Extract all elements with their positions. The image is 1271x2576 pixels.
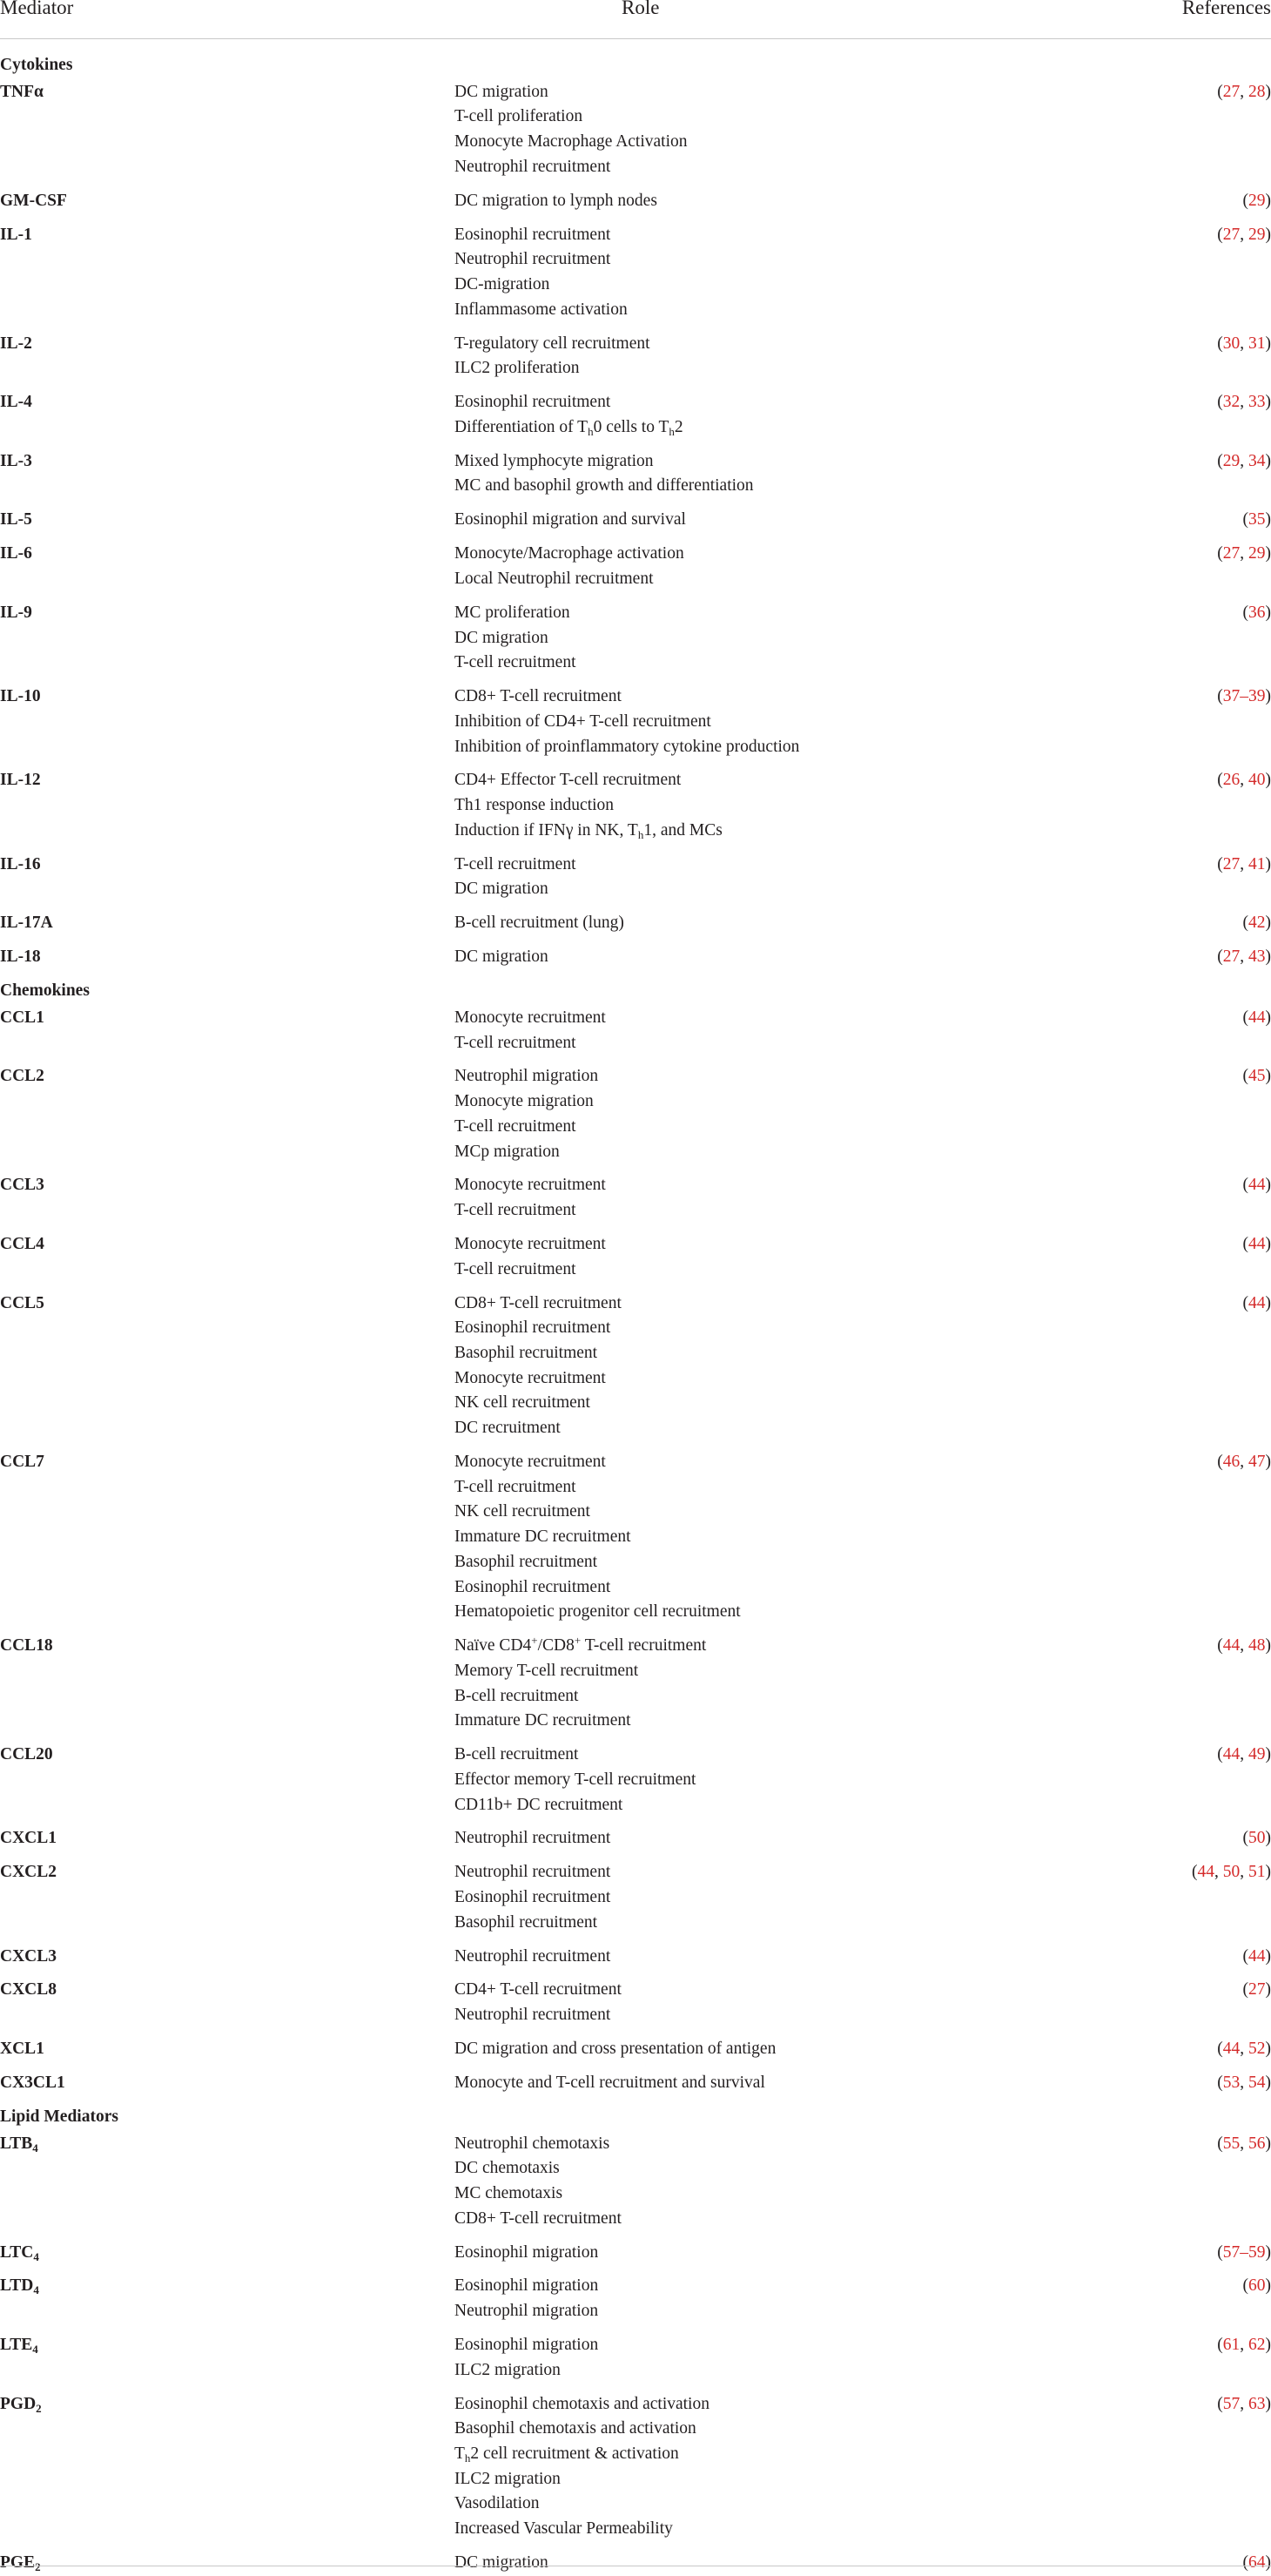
reference-link[interactable]: 53: [1222, 2073, 1241, 2092]
references-cell: (45): [1242, 1067, 1271, 1086]
role-cell: [454, 189, 1045, 214]
role-line: Monocyte recruitment: [454, 1368, 606, 1387]
reference-link[interactable]: 47: [1248, 1452, 1266, 1471]
role-cell: [454, 1860, 1045, 1935]
reference-link[interactable]: 29: [1222, 451, 1241, 470]
role-cell: [454, 768, 1045, 843]
role-line: CD8+ T-cell recruitment: [454, 1293, 622, 1312]
section-title: Lipid Mediators: [0, 2107, 118, 2126]
reference-link[interactable]: 36: [1248, 603, 1266, 622]
mediator-cell: IL-9: [0, 603, 32, 622]
reference-link[interactable]: 50: [1248, 1829, 1266, 1848]
role-line: ILC2 proliferation: [454, 359, 580, 378]
role-cell: [454, 2551, 1045, 2576]
mediator-cell: IL-3: [0, 451, 32, 470]
mediator-cell: CCL20: [0, 1745, 53, 1764]
table-row: [0, 223, 1271, 323]
mediator-cell: CCL1: [0, 1008, 44, 1027]
reference-link[interactable]: 27: [1222, 854, 1241, 873]
role-line: MC proliferation: [454, 603, 570, 622]
role-line: Eosinophil recruitment: [454, 393, 611, 412]
role-line: Vasodilation: [454, 2494, 540, 2513]
table-row: [0, 1291, 1271, 1441]
role-line: T-cell recruitment: [454, 1259, 576, 1278]
role-line: Eosinophil migration: [454, 2242, 599, 2262]
role-cell: [454, 2274, 1045, 2323]
role-line: Neutrophil recruitment: [454, 1863, 611, 1882]
table-row: [0, 684, 1271, 759]
role-line: B-cell recruitment: [454, 1745, 579, 1764]
role-line: DC migration: [454, 947, 548, 967]
reference-link[interactable]: 61: [1222, 2336, 1241, 2355]
reference-link[interactable]: 31: [1248, 334, 1266, 353]
role-line: Memory T-cell recruitment: [454, 1661, 639, 1680]
role-line: $T_h2$ cell recruitment & activation: [454, 2445, 679, 2465]
role-cell: [454, 1634, 1045, 1734]
role-line: T-cell recruitment: [454, 1116, 576, 1136]
mediator-cell: IL-5: [0, 510, 32, 529]
reference-link[interactable]: 44: [1222, 1745, 1241, 1764]
role-line: Neutrophil chemotaxis: [454, 2134, 610, 2153]
table-row: [0, 2333, 1271, 2383]
mediator-cell: CXCL1: [0, 1829, 57, 1848]
role-line: CD8+ T-cell recruitment: [454, 2208, 622, 2228]
role-line: T-cell recruitment: [454, 653, 576, 672]
reference-link[interactable]: 52: [1248, 2040, 1266, 2059]
table-row: [0, 1173, 1271, 1223]
references-cell: (44): [1242, 1234, 1271, 1253]
references-cell: (42): [1242, 914, 1271, 933]
role-line: Monocyte migration: [454, 1092, 594, 1111]
table-row: [0, 2551, 1271, 2576]
reference-link[interactable]: 34: [1248, 451, 1266, 470]
references-cell: (44, 50, 51): [1192, 1863, 1271, 1882]
references-cell: (29, 34): [1217, 451, 1271, 470]
role-cell: [454, 601, 1045, 676]
references-cell: (32, 33): [1217, 393, 1271, 412]
mediator-cell: $PGD_2$: [0, 2394, 42, 2415]
role-line: Monocyte recruitment: [454, 1452, 606, 1471]
reference-link[interactable]: 56: [1248, 2134, 1266, 2153]
mediator-cell: IL-12: [0, 771, 41, 790]
role-line: DC-migration: [454, 274, 550, 293]
mediator-cell: CCL2: [0, 1067, 44, 1086]
role-line: Mixed lymphocyte migration: [454, 451, 654, 470]
mediator-cell: IL-4: [0, 393, 32, 412]
role-line: Basophil recruitment: [454, 1912, 598, 1932]
role-cell: [454, 1945, 1045, 1970]
role-line: T-cell recruitment: [454, 1201, 576, 1220]
table-row: [0, 1860, 1271, 1935]
reference-link[interactable]: 45: [1248, 1067, 1266, 1086]
table-row: [0, 1743, 1271, 1817]
role-line: Monocyte and T-cell recruitment and survival: [454, 2073, 765, 2092]
references-cell: (50): [1242, 1829, 1271, 1848]
reference-link[interactable]: 27: [1222, 947, 1241, 967]
reference-link[interactable]: 33: [1248, 393, 1266, 412]
references-cell: (44, 49): [1217, 1745, 1271, 1764]
role-line: Monocyte recruitment: [454, 1008, 606, 1027]
references-cell: (60): [1242, 2276, 1271, 2296]
role-line: T-cell proliferation: [454, 107, 583, 126]
references-cell: (57, 63): [1217, 2394, 1271, 2413]
role-line: Inhibition of CD4+ T-cell recruitment: [454, 711, 711, 731]
role-line: T-cell recruitment: [454, 1033, 576, 1052]
reference-link[interactable]: 62: [1248, 2336, 1266, 2355]
mediator-cell: IL-16: [0, 854, 41, 873]
role-cell: [454, 684, 1045, 759]
role-line: DC migration: [454, 880, 548, 899]
role-line: Eosinophil recruitment: [454, 1887, 611, 1906]
references-cell: (57–59): [1217, 2242, 1271, 2262]
table-row: [0, 2037, 1271, 2062]
references-cell: (26, 40): [1217, 771, 1271, 790]
role-line: ILC2 migration: [454, 2360, 561, 2379]
role-line: NK cell recruitment: [454, 1393, 590, 1413]
role-line: Monocyte recruitment: [454, 1176, 606, 1195]
mediator-cell: CCL18: [0, 1636, 53, 1656]
table-row: [0, 1978, 1271, 2027]
reference-link[interactable]: 44: [1222, 2040, 1241, 2059]
table-row: [0, 2241, 1271, 2266]
role-cell: [454, 2071, 1045, 2096]
mediator-cell: GM-CSF: [0, 191, 67, 210]
reference-link[interactable]: 48: [1248, 1636, 1266, 1656]
role-cell: [454, 80, 1045, 180]
reference-link[interactable]: 54: [1248, 2073, 1266, 2092]
role-cell: [454, 1743, 1045, 1817]
references-cell: (27, 28): [1217, 82, 1271, 101]
role-cell: [454, 542, 1045, 591]
reference-link[interactable]: 27: [1222, 544, 1241, 563]
role-line: Monocyte recruitment: [454, 1234, 606, 1253]
role-line: Neutrophil migration: [454, 1067, 599, 1086]
role-line: MC and basophil growth and differentiation: [454, 476, 754, 496]
mediator-cell: IL-18: [0, 947, 41, 967]
role-cell: [454, 2037, 1045, 2062]
role-cell: [454, 449, 1045, 499]
role-cell: [454, 1291, 1045, 1441]
role-cell: [454, 2333, 1045, 2383]
role-cell: [454, 1826, 1045, 1851]
role-line: Induction if IFNγ in NK, $T_h1$, and MCs: [454, 820, 723, 841]
references-cell: (61, 62): [1217, 2336, 1271, 2355]
reference-link[interactable]: 44: [1248, 1008, 1266, 1027]
references-cell: (27, 41): [1217, 854, 1271, 873]
mediator-cell: CX3CL1: [0, 2073, 65, 2092]
role-line: Naïve CD4+/CD8+ T-cell recruitment: [454, 1634, 707, 1656]
role-line: DC chemotaxis: [454, 2159, 560, 2178]
reference-link[interactable]: 43: [1248, 947, 1266, 967]
role-line: Monocyte Macrophage Activation: [454, 132, 688, 152]
reference-link[interactable]: 28: [1248, 82, 1266, 101]
role-line: Hematopoietic progenitor cell recruitment: [454, 1602, 741, 1622]
role-line: DC migration: [454, 82, 548, 101]
table-row: [0, 2392, 1271, 2542]
reference-link[interactable]: 40: [1248, 771, 1266, 790]
mediator-cell: CXCL8: [0, 1980, 57, 1999]
role-cell: [454, 1978, 1045, 2027]
role-line: Neutrophil recruitment: [454, 250, 611, 269]
role-line: NK cell recruitment: [454, 1502, 590, 1521]
table-row: [0, 1232, 1271, 1282]
references-cell: (27, 43): [1217, 947, 1271, 967]
mediator-cell: $LTB_4$: [0, 2134, 38, 2155]
role-line: MC chemotaxis: [454, 2183, 563, 2202]
references-cell: (53, 54): [1217, 2073, 1271, 2092]
reference-link[interactable]: 26: [1222, 771, 1241, 790]
references-cell: (44, 52): [1217, 2040, 1271, 2059]
references-cell: (44): [1242, 1946, 1271, 1966]
mediator-cell: CCL4: [0, 1234, 44, 1253]
reference-link[interactable]: 27: [1222, 225, 1241, 244]
references-cell: (44): [1242, 1293, 1271, 1312]
mediator-cell: TNFα: [0, 82, 44, 101]
role-line: T-cell recruitment: [454, 854, 576, 873]
reference-link[interactable]: 29: [1248, 544, 1266, 563]
reference-link[interactable]: 57–59: [1222, 2242, 1266, 2262]
reference-link[interactable]: 42: [1248, 914, 1266, 933]
role-line: Inflammasome activation: [454, 300, 628, 319]
reference-link[interactable]: 63: [1248, 2394, 1266, 2413]
mediator-cell: IL-10: [0, 687, 41, 706]
table-row: [0, 1006, 1271, 1055]
role-line: CD8+ T-cell recruitment: [454, 687, 622, 706]
section-title: Cytokines: [0, 56, 73, 74]
reference-link[interactable]: 29: [1248, 191, 1266, 210]
role-cell: [454, 508, 1045, 533]
role-cell: [454, 2241, 1045, 2266]
references-cell: (55, 56): [1217, 2134, 1271, 2153]
role-line: Basophil recruitment: [454, 1552, 598, 1571]
mediator-cell: CCL7: [0, 1452, 44, 1471]
role-line: ILC2 migration: [454, 2469, 561, 2488]
role-line: Local Neutrophil recruitment: [454, 569, 654, 588]
role-line: DC migration to lymph nodes: [454, 191, 657, 210]
references-cell: (30, 31): [1217, 334, 1271, 353]
role-cell: [454, 332, 1045, 381]
table-row: [0, 1450, 1271, 1625]
role-line: CD11b+ DC recruitment: [454, 1795, 623, 1814]
header-role: Role: [622, 0, 660, 18]
table-row: [0, 332, 1271, 381]
references-cell: (35): [1242, 510, 1271, 529]
table-row: [0, 542, 1271, 591]
role-cell: [454, 853, 1045, 902]
role-line: Neutrophil recruitment: [454, 2006, 611, 2025]
mediator-cell: IL-2: [0, 334, 32, 353]
table-row: [0, 601, 1271, 676]
role-line: Neutrophil migration: [454, 2302, 599, 2321]
mediator-cell: $LTD_4$: [0, 2276, 39, 2297]
references-cell: (27, 29): [1217, 544, 1271, 563]
reference-link[interactable]: 32: [1222, 393, 1241, 412]
role-cell: [454, 2132, 1045, 2232]
reference-link[interactable]: 57: [1222, 2394, 1241, 2413]
reference-link[interactable]: 60: [1248, 2276, 1266, 2296]
role-line: MCp migration: [454, 1142, 560, 1161]
reference-link[interactable]: 27: [1248, 1980, 1266, 1999]
reference-link[interactable]: 51: [1248, 1863, 1266, 1882]
reference-link[interactable]: 35: [1248, 510, 1266, 529]
role-line: CD4+ Effector T-cell recruitment: [454, 771, 682, 790]
role-cell: [454, 1064, 1045, 1164]
role-line: Basophil chemotaxis and activation: [454, 2419, 696, 2438]
table-row: [0, 1064, 1271, 1164]
role-line: Differentiation of $T_h0$ cells to $T_h2$: [454, 417, 683, 438]
role-cell: [454, 1173, 1045, 1223]
role-line: DC recruitment: [454, 1419, 561, 1438]
section-title: Chemokines: [0, 981, 90, 1001]
reference-link[interactable]: 46: [1222, 1452, 1241, 1471]
role-line: Eosinophil migration: [454, 2336, 599, 2355]
reference-link[interactable]: 37–39: [1222, 687, 1266, 706]
role-line: Increased Vascular Permeability: [454, 2519, 673, 2539]
reference-link[interactable]: 50: [1222, 1863, 1241, 1882]
role-line: Neutrophil recruitment: [454, 157, 611, 176]
reference-link[interactable]: 29: [1248, 225, 1266, 244]
role-line: CD4+ T-cell recruitment: [454, 1980, 622, 1999]
table-row: [0, 2274, 1271, 2323]
references-cell: (64): [1242, 2553, 1271, 2573]
mediator-cell: $LTE_4$: [0, 2336, 38, 2357]
table-row: [0, 449, 1271, 499]
table-row: [0, 945, 1271, 970]
role-cell: [454, 1450, 1045, 1625]
mediator-cell: $LTC_4$: [0, 2242, 39, 2263]
role-cell: [454, 390, 1045, 440]
table-row: [0, 508, 1271, 533]
mediator-cell: CXCL2: [0, 1863, 57, 1882]
role-line: Inhibition of proinflammatory cytokine production: [454, 737, 800, 756]
role-line: B-cell recruitment (lung): [454, 914, 624, 933]
reference-link[interactable]: 49: [1248, 1745, 1266, 1764]
reference-link[interactable]: 27: [1222, 82, 1241, 101]
table-row: [0, 2071, 1271, 2096]
mediator-cell: XCL1: [0, 2040, 44, 2059]
table-row: [0, 1945, 1271, 1970]
references-cell: (44): [1242, 1008, 1271, 1027]
role-cell: [454, 911, 1045, 936]
role-line: Effector memory T-cell recruitment: [454, 1770, 696, 1789]
header-references: References: [1181, 0, 1271, 18]
mediator-cell: $PGE_2$: [0, 2553, 41, 2574]
role-line: DC migration: [454, 628, 548, 647]
reference-link[interactable]: 44: [1248, 1176, 1266, 1195]
reference-link[interactable]: 44: [1197, 1863, 1214, 1882]
role-line: Eosinophil recruitment: [454, 1318, 611, 1338]
reference-link[interactable]: 44: [1248, 1293, 1266, 1312]
table-row: [0, 1634, 1271, 1734]
role-line: Eosinophil chemotaxis and activation: [454, 2394, 709, 2413]
role-line: Neutrophil recruitment: [454, 1946, 611, 1966]
role-line: Neutrophil recruitment: [454, 1829, 611, 1848]
table-body: [0, 53, 1271, 2576]
references-cell: (29): [1242, 191, 1271, 210]
reference-link[interactable]: 44: [1248, 1946, 1266, 1966]
role-line: DC migration: [454, 2553, 548, 2573]
header-mediator: Mediator: [0, 0, 74, 18]
table-row: [0, 390, 1271, 440]
role-cell: [454, 945, 1045, 970]
table-header: [0, 0, 1271, 39]
reference-link[interactable]: 41: [1248, 854, 1266, 873]
reference-link[interactable]: 55: [1222, 2134, 1241, 2153]
table-row: [0, 1826, 1271, 1851]
reference-link[interactable]: 44: [1222, 1636, 1241, 1656]
mediator-cell: IL-1: [0, 225, 32, 244]
role-line: Immature DC recruitment: [454, 1527, 631, 1547]
role-line: DC migration and cross presentation of antigen: [454, 2040, 777, 2059]
references-cell: (44): [1242, 1176, 1271, 1195]
table-row: [0, 80, 1271, 180]
table-row: [0, 2132, 1271, 2232]
mediator-cell: IL-6: [0, 544, 32, 563]
role-line: Eosinophil recruitment: [454, 1577, 611, 1596]
table-row: [0, 189, 1271, 214]
table-row: [0, 853, 1271, 902]
mediator-cell: IL-17A: [0, 914, 53, 933]
role-line: T-cell recruitment: [454, 1477, 576, 1496]
role-line: Eosinophil migration: [454, 2276, 599, 2296]
reference-link[interactable]: 64: [1248, 2553, 1266, 2573]
role-line: Basophil recruitment: [454, 1343, 598, 1362]
mediator-cell: CCL5: [0, 1293, 44, 1312]
role-line: Eosinophil recruitment: [454, 225, 611, 244]
references-cell: (37–39): [1217, 687, 1271, 706]
role-cell: [454, 2392, 1045, 2542]
table-row: [0, 768, 1271, 843]
role-line: Immature DC recruitment: [454, 1711, 631, 1730]
role-line: T-regulatory cell recruitment: [454, 334, 650, 353]
references-cell: (27, 29): [1217, 225, 1271, 244]
role-line: Th1 response induction: [454, 796, 615, 815]
references-cell: (46, 47): [1217, 1452, 1271, 1471]
mediator-cell: CCL3: [0, 1176, 44, 1195]
role-cell: [454, 1006, 1045, 1055]
references-cell: (36): [1242, 603, 1271, 622]
reference-link[interactable]: 44: [1248, 1234, 1266, 1253]
role-line: Eosinophil migration and survival: [454, 510, 686, 529]
role-line: Monocyte/Macrophage activation: [454, 544, 684, 563]
role-cell: [454, 1232, 1045, 1282]
role-cell: [454, 223, 1045, 323]
mediator-cell: CXCL3: [0, 1946, 57, 1966]
reference-link[interactable]: 30: [1222, 334, 1241, 353]
references-cell: (44, 48): [1217, 1636, 1271, 1656]
role-line: B-cell recruitment: [454, 1686, 579, 1705]
table-row: [0, 911, 1271, 936]
references-cell: (27): [1242, 1980, 1271, 1999]
